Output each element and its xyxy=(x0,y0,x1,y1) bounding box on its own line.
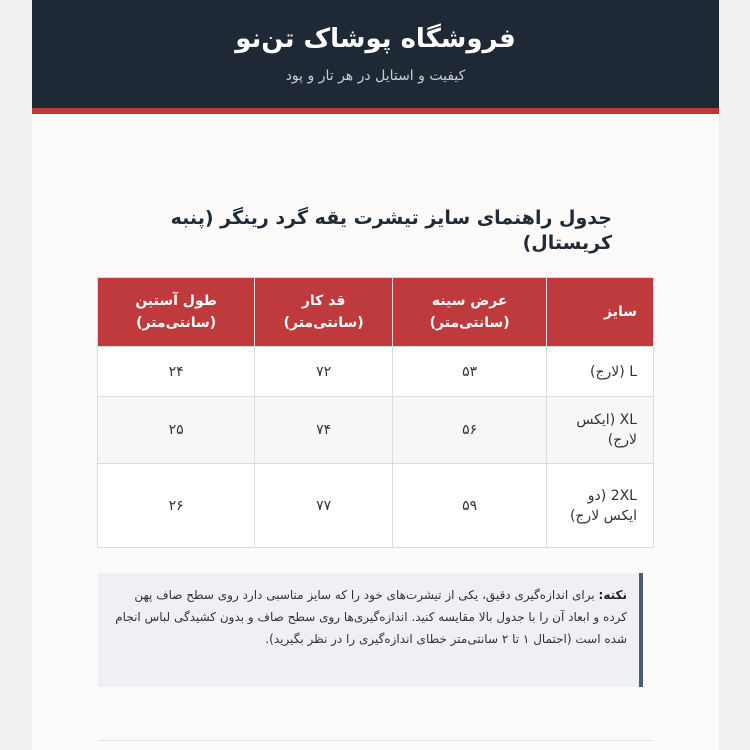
sleeve-length-cell: ۲۶ xyxy=(98,464,255,548)
length-cell: ۷۴ xyxy=(255,397,393,464)
table-row xyxy=(98,347,654,397)
size-cell: L (لارج) xyxy=(547,347,654,397)
sleeve-length-cell: ۲۵ xyxy=(98,397,255,464)
length-cell: ۷۲ xyxy=(255,347,393,397)
sleeve-length-cell: ۲۴ xyxy=(98,347,255,397)
chest-width-cell: ۵۹ xyxy=(393,464,547,548)
table-row xyxy=(98,464,654,548)
note-text: برای اندازه‌گیری دقیق، یکی از تیشرت‌های خود را که سایز مناسبی دارد روی سطح صاف پهن کرده و ابعاد آن را با جدول بالا مقایسه کنید. اندازه‌گیری‌ها روی سطح صاف و بدون کشیدگی لباس انجام شده است (احتمال ۱ تا ۲ سانتی‌متر خطای اندازه‌گیری را در نظر بگیرید). xyxy=(115,588,627,646)
size-cell: XL (ایکس لارج) xyxy=(547,397,654,464)
page xyxy=(32,0,719,750)
chest-width-cell: ۵۶ xyxy=(393,397,547,464)
site-header xyxy=(32,0,719,114)
note-label: نکته: xyxy=(598,588,627,602)
divider xyxy=(98,740,653,741)
column-header-length: قد کار (سانتی‌متر) xyxy=(255,278,393,347)
length-cell: ۷۷ xyxy=(255,464,393,548)
column-header-size: سایز xyxy=(547,278,654,347)
column-header-sleeve-length: طول آستین (سانتی‌متر) xyxy=(98,278,255,347)
store-tagline: کیفیت و استایل در هر تار و پود xyxy=(285,68,466,84)
measurement-note xyxy=(98,573,643,687)
column-header-chest-width: عرض سینه (سانتی‌متر) xyxy=(393,278,547,347)
store-name: فروشگاه پوشاک تن‌نو xyxy=(235,24,516,54)
chest-width-cell: ۵۳ xyxy=(393,347,547,397)
size-guide-title: جدول راهنمای سایز تیشرت یقه گرد رینگر (پنبه کریستال) xyxy=(170,207,612,254)
table-header-row xyxy=(98,278,654,347)
size-cell: 2XL (دو ایکس لارج) xyxy=(547,464,654,548)
table-row xyxy=(98,397,654,464)
size-guide-table xyxy=(97,277,654,548)
